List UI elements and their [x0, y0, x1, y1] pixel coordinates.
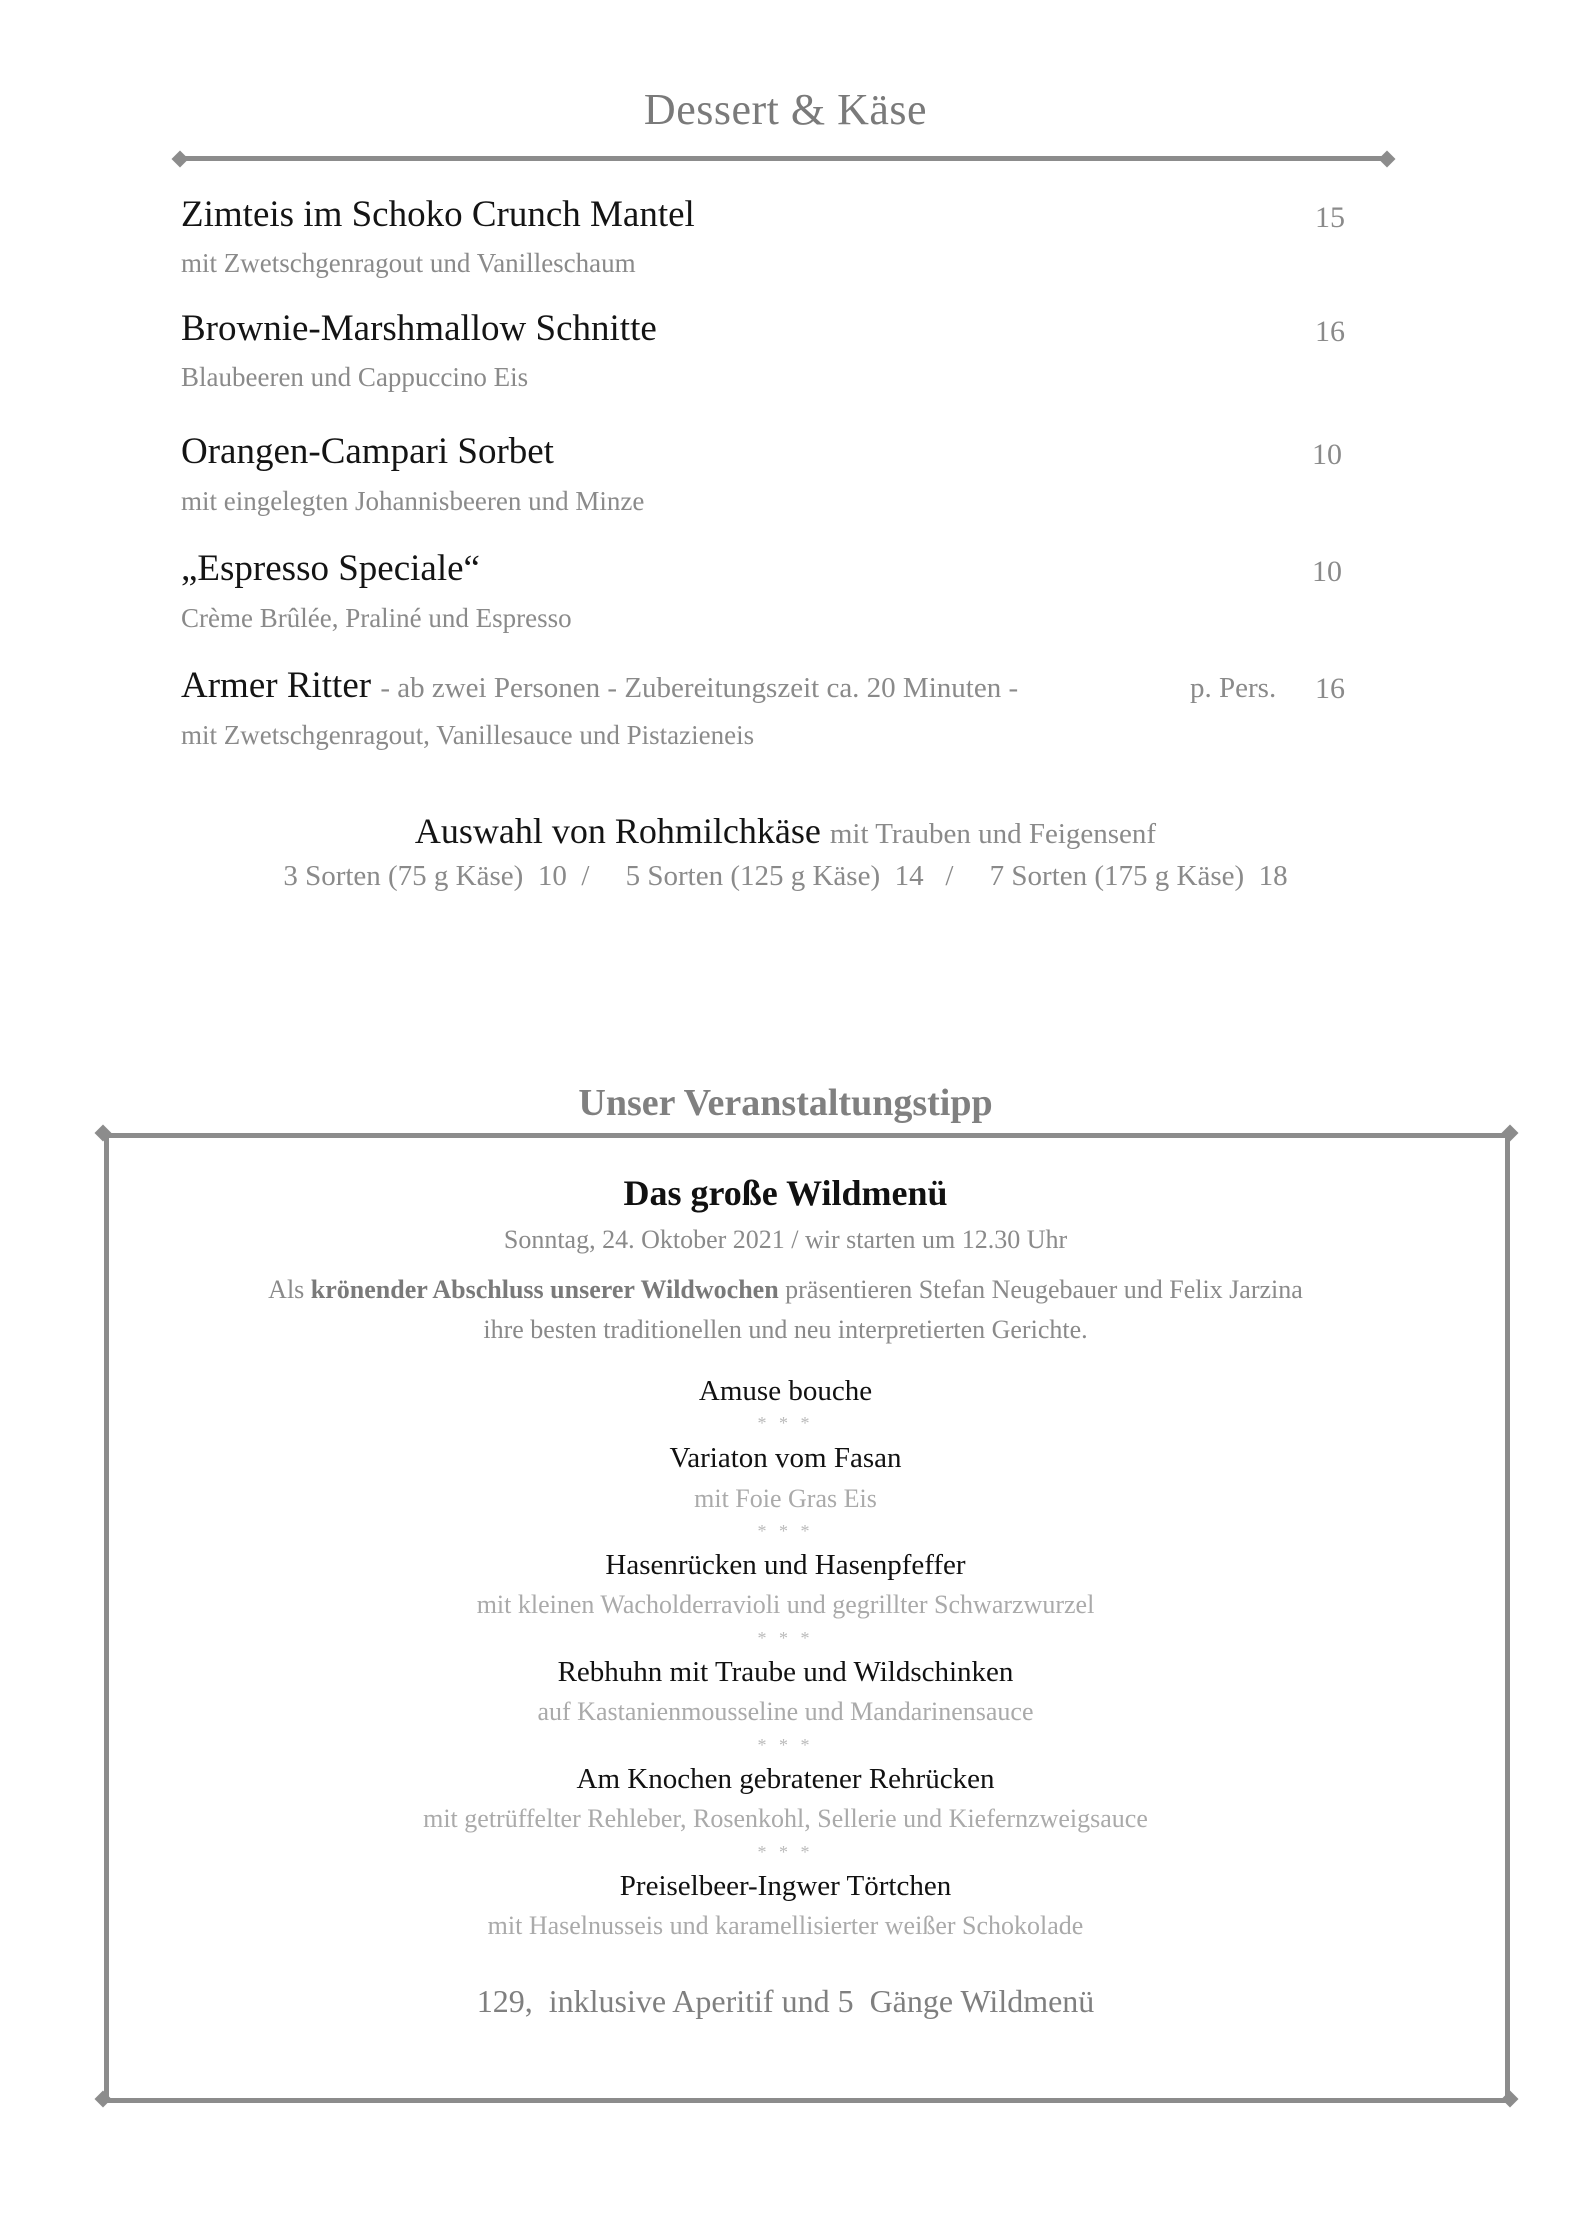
course-description: mit Foie Gras Eis	[694, 1484, 877, 1513]
dessert-description: Blaubeeren und Cappuccino Eis	[181, 362, 529, 392]
event-intro-line-2: ihre besten traditionellen und neu interpretierten Gerichte.	[483, 1315, 1088, 1344]
course-description: auf Kastanienmousseline und Mandarinensauce	[537, 1697, 1034, 1726]
dessert-description: mit Zwetschgenragout, Vanillesauce und Pistazieneis	[181, 720, 755, 750]
course-name: Variaton vom Fasan	[669, 1442, 902, 1474]
course-separator: * * *	[757, 1521, 814, 1541]
per-person-label: p. Pers.	[1190, 672, 1277, 704]
event-intro	[0, 1270, 1571, 1350]
intro-highlight: krönender Abschluss unserer Wildwochen	[310, 1275, 779, 1304]
divider-end-left	[172, 151, 189, 168]
event-price-line: 129, inklusive Aperitif und 5 Gänge Wildmenü	[476, 1983, 1095, 2019]
dessert-price: 16	[1315, 672, 1345, 705]
event-section-title: Unser Veranstaltungstipp	[578, 1082, 993, 1124]
course-description: mit kleinen Wacholderravioli und gegrillter Schwarzwurzel	[476, 1590, 1095, 1619]
cheese-title: Auswahl von Rohmilchkäse	[414, 811, 821, 851]
course-name: Rebhuhn mit Traube und Wildschinken	[557, 1656, 1014, 1688]
course-separator: * * *	[757, 1413, 814, 1433]
event-heading: Das große Wildmenü	[623, 1173, 948, 1213]
course-name: Hasenrücken und Hasenpfeffer	[605, 1549, 966, 1581]
course-description: mit Haselnusseis und karamellisierter weißer Schokolade	[487, 1911, 1084, 1940]
dessert-price: 10	[1312, 438, 1342, 471]
dessert-name-row	[181, 664, 1018, 707]
dessert-description: mit eingelegten Johannisbeeren und Minze	[181, 486, 645, 516]
dessert-name: „Espresso Speciale“	[181, 548, 480, 589]
dessert-description: Crème Brûlée, Praliné und Espresso	[181, 603, 572, 633]
event-date: Sonntag, 24. Oktober 2021 / wir starten um 12.30 Uhr	[503, 1225, 1068, 1254]
title-divider	[181, 156, 1387, 161]
course-name: Preiselbeer-Ingwer Törtchen	[619, 1870, 952, 1902]
course-name: Amuse bouche	[698, 1375, 873, 1407]
dessert-price: 10	[1312, 555, 1342, 588]
dessert-price: 15	[1315, 201, 1345, 234]
section-title: Dessert & Käse	[643, 85, 928, 134]
dessert-name: Orangen-Campari Sorbet	[181, 431, 554, 472]
dessert-price: 16	[1315, 315, 1345, 348]
cheese-options: 3 Sorten (75 g Käse) 10 / 5 Sorten (125 g Käse) 14 / 7 Sorten (175 g Käse) 18	[283, 860, 1288, 892]
course-separator: * * *	[757, 1628, 814, 1648]
dessert-description: mit Zwetschgenragout und Vanilleschaum	[181, 248, 636, 278]
course-separator: * * *	[757, 1842, 814, 1862]
dessert-name: Armer Ritter	[181, 665, 372, 706]
intro-rest: präsentieren Stefan Neugebauer und Felix Jarzina	[785, 1275, 1303, 1304]
course-description: mit getrüffelter Rehleber, Rosenkohl, Sellerie und Kiefernzweigsauce	[423, 1804, 1148, 1833]
dessert-name: Brownie-Marshmallow Schnitte	[181, 308, 657, 349]
event-intro-line-1	[0, 1270, 1571, 1310]
dessert-note: - ab zwei Personen - Zubereitungszeit ca. 20 Minuten -	[380, 672, 1019, 704]
course-name: Am Knochen gebratener Rehrücken	[576, 1763, 995, 1795]
cheese-subtitle: mit Trauben und Feigensenf	[829, 818, 1157, 850]
dessert-name: Zimteis im Schoko Crunch Mantel	[181, 194, 695, 235]
course-separator: * * *	[757, 1735, 814, 1755]
cheese-heading	[0, 810, 1571, 852]
divider-end-right	[1379, 151, 1396, 168]
intro-prefix: Als	[268, 1275, 305, 1304]
